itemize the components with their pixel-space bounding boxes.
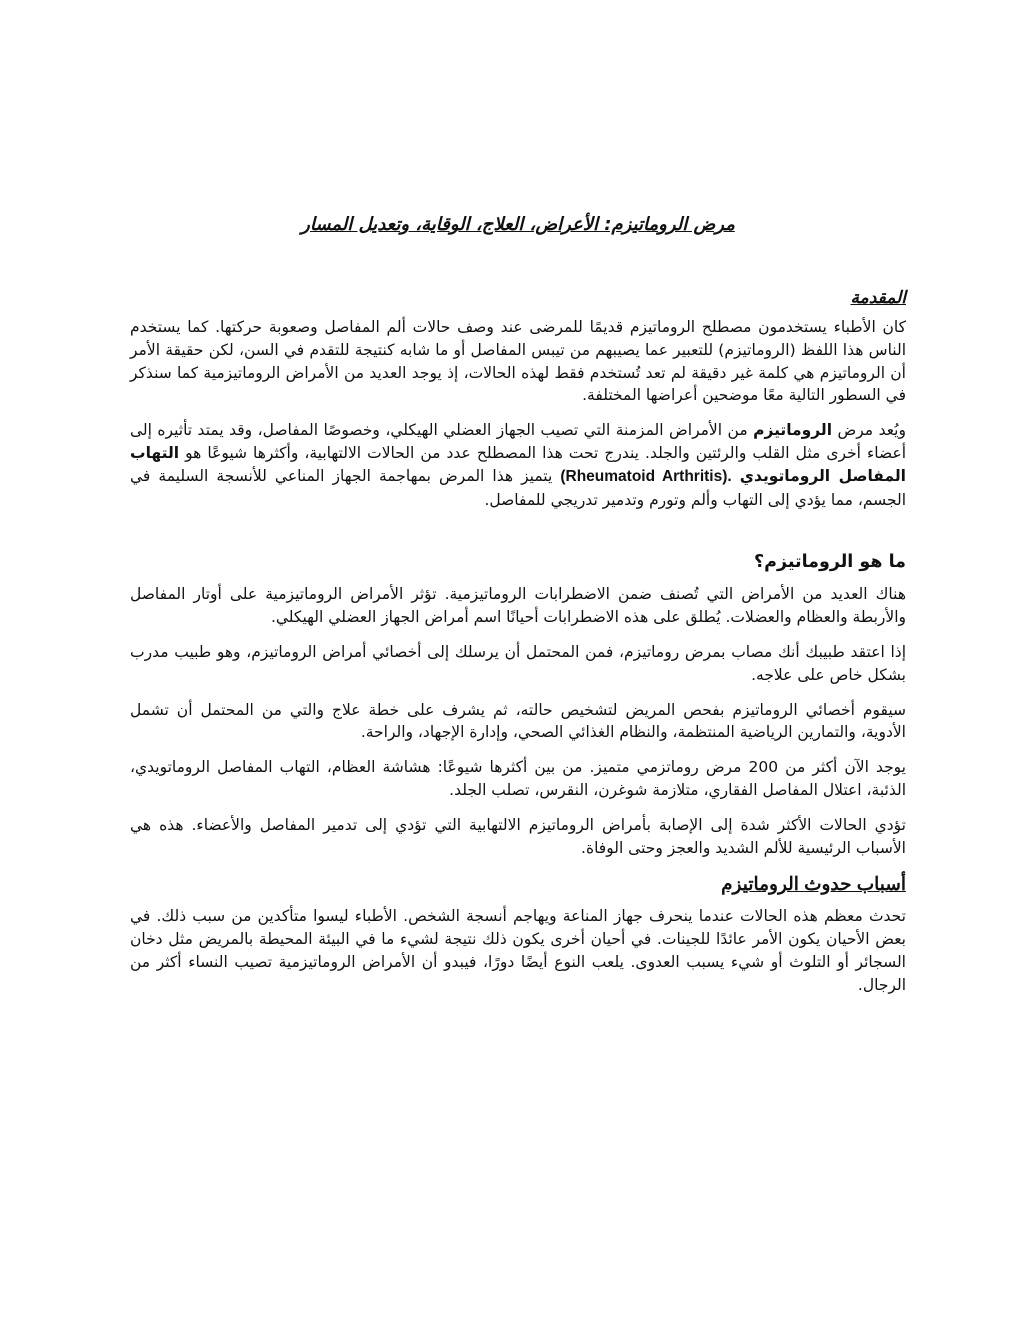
what-is-paragraph-4: يوجد الآن أكثر من 200 مرض روماتزمي متميز. من بين أكثرها شيوعًا: هشاشة العظام، التهاب المفاصل الروماتويدي، الذئبة، اعتلال المفاصل الفقاري، متلازمة شوغرن، النقرس، تصلب الجلد. bbox=[130, 758, 906, 799]
intro-p2-space bbox=[732, 467, 740, 485]
intro-p2-ra-arabic-bold: التهاب المفاصل الروماتويدي bbox=[130, 443, 906, 485]
intro-p2-part-g: يتميز هذا المرض بمهاجمة الجهاز المناعي للأنسجة السليمة في الجسم، مما يؤدي إلى التهاب وألم وتورم وتدمير تدريجي للمفاصل. bbox=[130, 466, 906, 509]
intro-p2-ra-english-bold: (Rheumatoid Arthritis). bbox=[560, 467, 732, 485]
intro-p2-part-a: ويُعد مرض bbox=[832, 421, 906, 440]
causes-paragraph: تحدث معظم هذه الحالات عندما ينحرف جهاز المناعة ويهاجم أنسجة الشخص. الأطباء ليسوا متأكدين من سبب ذلك. في بعض الأحيان يكون الأمر عائدًا للجينات. في أحيان أخرى يكون ذلك نتيجة لشيء ما في البيئة المحيطة بالمريض مثل دخان السجائر أو التلوث أو شيء يسبب العدوى. يلعب النوع أيضًا دورًا، فيبدو أن الأمراض الروماتيزمية تصيب النساء أكثر من الرجال. bbox=[130, 907, 906, 994]
what-is-paragraph-3: سيقوم أخصائي الروماتيزم بفحص المريض لتشخيص حالته، ثم يشرف على خطة علاج والتي من المحتمل أن تشمل الأدوية، والتمارين الرياضية المنتظمة، والنظام الغذائي الصحي، وإدارة الإجهاد، والراحة. bbox=[130, 700, 906, 742]
causes-heading: أسباب حدوث الروماتيزم bbox=[721, 873, 906, 895]
what-is-paragraph-5: تؤدي الحالات الأكثر شدة إلى الإصابة بأمراض الروماتيزم الالتهابية التي تؤدي إلى تدمير المفاصل والأعضاء. هذه هي الأسباب الرئيسية للألم الشديد والعجز وحتى الوفاة. bbox=[130, 815, 906, 857]
document-title: مرض الروماتيزم: الأعراض، العلاج، الوقاية، وتعديل المسار bbox=[301, 214, 735, 235]
intro-p2-rheumatism-bold: الروماتيزم bbox=[753, 421, 833, 440]
what-is-heading: ما هو الروماتيزم؟ bbox=[753, 552, 906, 573]
what-is-paragraph-1: هناك العديد من الأمراض التي تُصنف ضمن الاضطرابات الروماتيزمية. تؤثر الأمراض الروماتيزمية على أوتار المفاصل والأربطة والعظام والعضلات. يُطلق على هذه الاضطرابات أحيانًا اسم أمراض الجهاز العضلي الهيكلي. bbox=[130, 585, 906, 627]
intro-p2-part-c: من الأمراض المزمنة التي تصيب الجهاز العضلي الهيكلي، وخصوصًا المفاصل، وقد يمتد تأثيره إلى أعضاء أخرى مثل القلب والرئتين والجلد. يندرج تحت هذا المصطلح عدد من الحالات الالتهابية، وأكثرها شيوعًا هو bbox=[130, 421, 906, 462]
intro-paragraph-2 bbox=[130, 419, 906, 511]
intro-paragraph-1: كان الأطباء يستخدمون مصطلح الروماتيزم قديمًا للمرضى عند وصف حالات ألم المفاصل وصعوبة حركتها. كما يستخدم الناس هذا اللفظ (الروماتيزم) للتعبير عما يصيبهم من تيبس المفاصل أو ما شابه كنتيجة للتقدم في السن، لكن حقيقة الأمر أن الروماتيزم هي كلمة غير دقيقة لم تعد تُستخدم فقط لهذه الحالات، إذ يوجد العديد من الأمراض الروماتيزمية كما سنذكر في السطور التالية معًا موضحين أعراضها المختلفة. bbox=[130, 318, 906, 405]
what-is-paragraph-2: إذا اعتقد طبيبك أنك مصاب بمرض روماتيزم، فمن المحتمل أن يرسلك إلى أخصائي أمراض الروماتيزم، وهو طبيب مدرب بشكل خاص على علاجه. bbox=[130, 642, 906, 684]
document-content bbox=[130, 212, 906, 1009]
intro-heading: المقدمة bbox=[850, 288, 906, 308]
